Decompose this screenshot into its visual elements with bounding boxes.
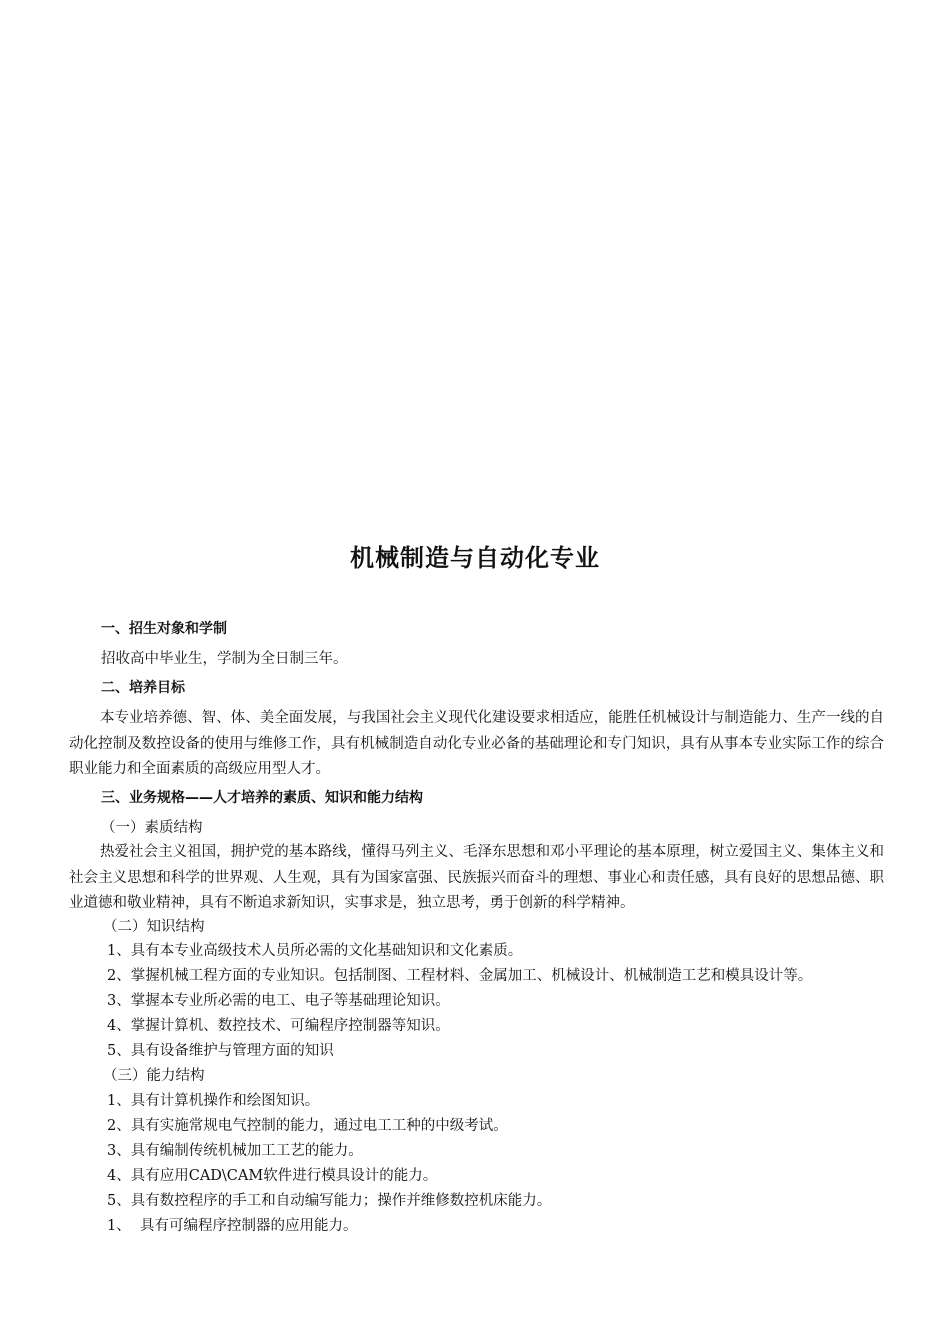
list-item: 1、具有计算机操作和绘图知识。	[107, 1093, 320, 1109]
page-title: 机械制造与自动化专业	[350, 544, 600, 572]
list-item: 4、具有应用CAD\CAM软件进行模具设计的能力。	[107, 1168, 438, 1184]
enrollment-text: 招收高中毕业生，学制为全日制三年。	[101, 651, 348, 667]
list-item: 5、具有设备维护与管理方面的知识	[107, 1043, 334, 1059]
list-item: 2、具有实施常规电气控制的能力，通过电工工种的中级考试。	[107, 1118, 508, 1134]
section-heading-specification: 三、业务规格——人才培养的素质、知识和能力结构	[101, 790, 423, 806]
subheading-ability: （三）能力结构	[103, 1068, 205, 1084]
subheading-knowledge: （二）知识结构	[103, 919, 205, 935]
section-heading-objective: 二、培养目标	[101, 680, 185, 696]
list-item: 1、具有本专业高级技术人员所必需的文化基础知识和文化素质。	[107, 943, 523, 959]
section-heading-enrollment: 一、招生对象和学制	[101, 621, 227, 637]
list-item: 3、具有编制传统机械加工工艺的能力。	[107, 1143, 363, 1159]
list-item: 1、 具有可编程序控制器的应用能力。	[107, 1218, 358, 1234]
quality-paragraph: 热爱社会主义祖国，拥护党的基本路线，懂得马列主义、毛泽东思想和邓小平理论的基本原理，树立爱国主义、集体主义和社会主义思想和科学的世界观、人生观，具有为国家富强、民族振兴而奋斗的理想、事业心和责任感，具有良好的思想品德、职业道德和敬业精神，具有不断追求新知识，实事求是，独立思考，勇于创新的科学精神。	[69, 844, 884, 911]
list-item: 3、掌握本专业所必需的电工、电子等基础理论知识。	[107, 993, 450, 1009]
list-item: 5、具有数控程序的手工和自动编写能力；操作并维修数控机床能力。	[107, 1193, 552, 1209]
objective-paragraph: 本专业培养德、智、体、美全面发展，与我国社会主义现代化建设要求相适应，能胜任机械设计与制造能力、生产一线的自动化控制及数控设备的使用与维修工作，具有机械制造自动化专业必备的基础理论和专门知识，具有从事本专业实际工作的综合职业能力和全面素质的高级应用型人才。	[69, 710, 884, 777]
subheading-quality: （一）素质结构	[101, 820, 203, 836]
list-item: 2、掌握机械工程方面的专业知识。包括制图、工程材料、金属加工、机械设计、机械制造工艺和模具设计等。	[107, 968, 813, 984]
list-item: 4、掌握计算机、数控技术、可编程序控制器等知识。	[107, 1018, 450, 1034]
